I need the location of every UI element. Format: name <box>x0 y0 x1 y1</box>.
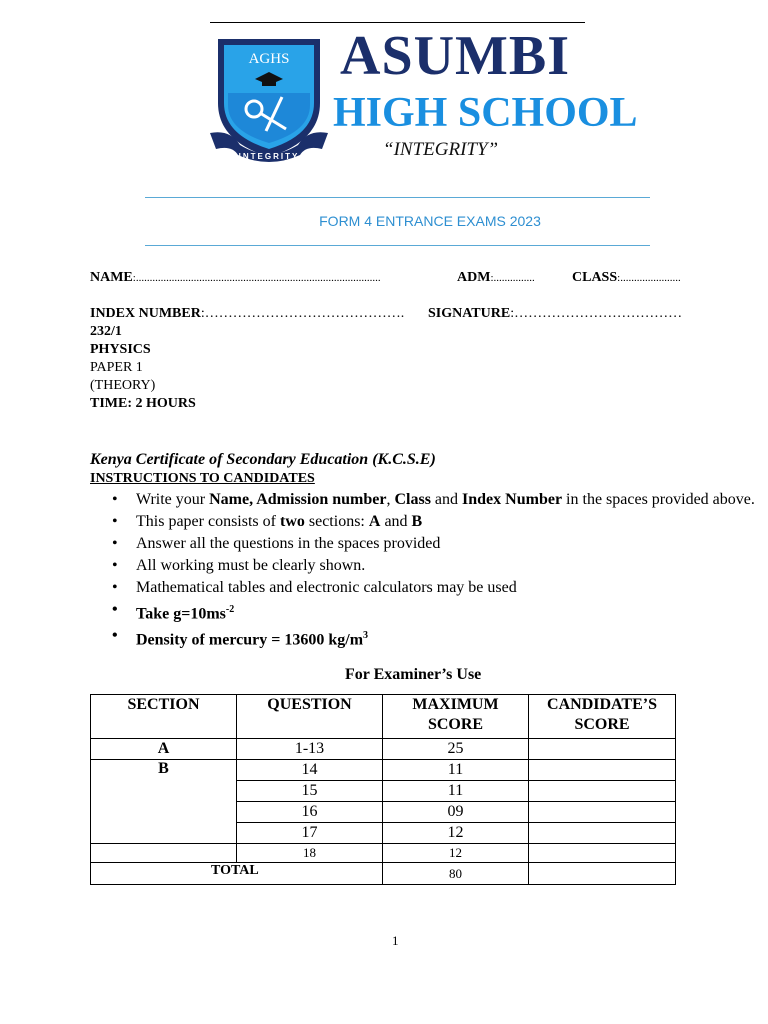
paper-type: (THEORY) <box>90 378 156 393</box>
name-label: NAME <box>90 270 133 285</box>
name-field[interactable] <box>90 270 381 286</box>
cell-max: 11 <box>383 781 529 802</box>
table-row <box>91 760 676 781</box>
instruction-item: • Density of mercury = 13600 $kg/m^3$ <box>112 627 369 649</box>
cell-question: 15 <box>237 781 383 802</box>
bullet-icon: • <box>112 557 118 574</box>
signature-label: SIGNATURE <box>428 306 511 321</box>
cell-max: 09 <box>383 802 529 823</box>
table-total-row <box>91 863 676 885</box>
class-dots: :...................... <box>617 272 681 284</box>
bullet-icon: • <box>112 579 118 596</box>
school-subtitle: HIGH SCHOOL <box>333 90 638 136</box>
name-dots: :......................................................................................... <box>132 272 381 284</box>
cell-candidate-score[interactable] <box>529 802 676 823</box>
exam-title: FORM 4 ENTRANCE EXAMS 2023 <box>319 213 541 229</box>
total-candidate-score[interactable] <box>529 863 676 885</box>
instructions-list <box>90 489 756 652</box>
bullet-icon: • <box>112 535 118 552</box>
school-motto: “INTEGRITY” <box>383 139 499 160</box>
cell-max: 11 <box>383 760 529 781</box>
cell-max: 25 <box>383 739 529 760</box>
paper-subject: PHYSICS <box>90 342 151 357</box>
cell-question: 1-13 <box>237 739 383 760</box>
cell-candidate-score[interactable] <box>529 823 676 844</box>
signature-field[interactable] <box>428 306 682 322</box>
header-section: SECTION <box>91 695 237 739</box>
paper-code: 232/1 <box>90 324 122 339</box>
title-rule-bottom <box>145 245 650 246</box>
table-row <box>91 844 676 863</box>
header-question: QUESTION <box>237 695 383 739</box>
crest-ribbon-text: INTEGRITY <box>238 152 300 161</box>
index-number-field[interactable] <box>90 306 404 322</box>
table-header-row <box>91 695 676 739</box>
instruction-item: • This paper consists of two sections: A and B <box>136 511 756 533</box>
page-number: 1 <box>392 933 399 948</box>
cell-question: 14 <box>237 760 383 781</box>
adm-label: ADM <box>457 270 491 285</box>
school-name: ASUMBI <box>340 25 571 87</box>
cell-section: B <box>91 760 237 844</box>
signature-dots: :……………………………… <box>510 306 683 321</box>
bullet-icon: • <box>112 601 118 618</box>
cell-max: 12 <box>383 823 529 844</box>
adm-dots: :............... <box>490 272 535 284</box>
top-rule <box>210 22 585 23</box>
instruction-item: • Take $g=10ms^{-2}$ <box>112 601 235 623</box>
cell-candidate-score[interactable] <box>529 844 676 863</box>
cell-section: A <box>91 739 237 760</box>
examiner-heading: For Examiner’s Use <box>345 666 482 683</box>
header-max-score: MAXIMUM SCORE <box>383 695 529 739</box>
cell-question: 18 <box>237 844 383 863</box>
title-rule-top <box>145 197 650 198</box>
cell-section <box>91 844 237 863</box>
cell-candidate-score[interactable] <box>529 781 676 802</box>
bullet-icon: • <box>112 627 118 645</box>
instructions-heading: INSTRUCTIONS TO CANDIDATES <box>90 471 315 486</box>
kcse-heading: Kenya Certificate of Secondary Education (K.C.S.E) <box>90 451 436 468</box>
instruction-item: • Write your Name, Admission number, Class and Index Number in the spaces provided above. <box>136 489 756 511</box>
cell-max: 12 <box>383 844 529 863</box>
index-label: INDEX NUMBER <box>90 306 201 321</box>
cell-question: 17 <box>237 823 383 844</box>
class-field[interactable] <box>572 270 681 286</box>
header-candidate-score: CANDIDATE’S SCORE <box>529 695 676 739</box>
bullet-icon: • <box>112 491 118 508</box>
class-label: CLASS <box>572 270 618 285</box>
table-row <box>91 739 676 760</box>
school-crest-logo <box>210 33 328 165</box>
adm-field[interactable] <box>457 270 535 286</box>
cell-candidate-score[interactable] <box>529 760 676 781</box>
cell-question: 16 <box>237 802 383 823</box>
cell-candidate-score[interactable] <box>529 739 676 760</box>
instruction-item: • All working must be clearly shown. <box>136 555 756 577</box>
instruction-item: • Answer all the questions in the spaces provided <box>136 533 756 555</box>
total-label: TOTAL <box>91 863 383 885</box>
index-dots: :……………………………………. <box>200 306 405 321</box>
bullet-icon: • <box>112 513 118 530</box>
score-table <box>90 694 676 885</box>
total-max: 80 <box>383 863 529 885</box>
paper-time: TIME: 2 HOURS <box>90 396 196 411</box>
paper-number: PAPER 1 <box>90 360 143 375</box>
crest-initials: AGHS <box>248 51 290 67</box>
instruction-item: • Mathematical tables and electronic calculators may be used <box>136 577 756 599</box>
